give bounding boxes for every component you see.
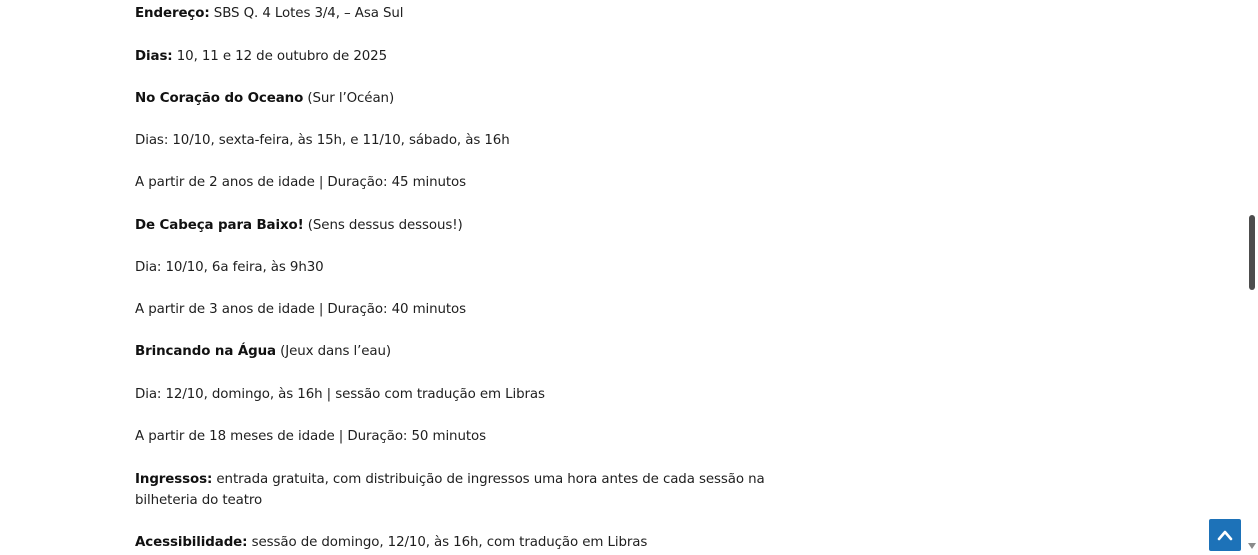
show-title-paragraph	[135, 341, 775, 362]
show-original-title: (Jeux dans l’eau)	[275, 344, 392, 359]
show-title-paragraph	[135, 215, 775, 236]
scroll-down-arrow-icon[interactable]	[1248, 543, 1256, 549]
show-original-title: (Sens dessus dessous!)	[303, 218, 463, 233]
show-info: A partir de 3 anos de idade | Duração: 40 minutos	[135, 302, 467, 317]
scrollbar[interactable]	[1246, 0, 1258, 555]
tickets-label: Ingressos:	[135, 472, 213, 487]
show-schedule: Dias: 10/10, sexta-feira, às 15h, e 11/10, sábado, às 16h	[135, 133, 510, 148]
dates-label: Dias:	[135, 49, 173, 64]
show-schedule: Dia: 10/10, 6a feira, às 9h30	[135, 260, 324, 275]
accessibility-text: sessão de domingo, 12/10, às 16h, com tradução em Libras	[247, 535, 648, 550]
show-info: A partir de 18 meses de idade | Duração: 50 minutos	[135, 429, 486, 444]
dates-text: 10, 11 e 12 de outubro de 2025	[172, 49, 388, 64]
show-title: De Cabeça para Baixo!	[135, 218, 304, 233]
show-title: Brincando na Água	[135, 344, 276, 359]
show-schedule: Dia: 12/10, domingo, às 16h | sessão com tradução em Libras	[135, 387, 545, 402]
accessibility-label: Acessibilidade:	[135, 535, 248, 550]
address-paragraph	[135, 3, 775, 24]
dates-paragraph	[135, 46, 775, 67]
tickets-text: entrada gratuita, com distribuição de ingressos uma hora antes de cada sessão na bilheteria do teatro	[135, 472, 765, 508]
show-title-paragraph	[135, 88, 775, 109]
tickets-paragraph	[135, 469, 765, 511]
accessibility-paragraph	[135, 532, 775, 553]
chevron-up-icon	[1217, 529, 1233, 541]
show-info: A partir de 2 anos de idade | Duração: 45 minutos	[135, 175, 467, 190]
back-to-top-button[interactable]	[1209, 519, 1241, 551]
scrollbar-thumb[interactable]	[1249, 215, 1255, 290]
show-original-title: (Sur l’Océan)	[303, 91, 395, 106]
address-label: Endereço:	[135, 6, 210, 21]
show-title: No Coração do Oceano	[135, 91, 304, 106]
address-text: SBS Q. 4 Lotes 3/4, – Asa Sul	[209, 6, 404, 21]
